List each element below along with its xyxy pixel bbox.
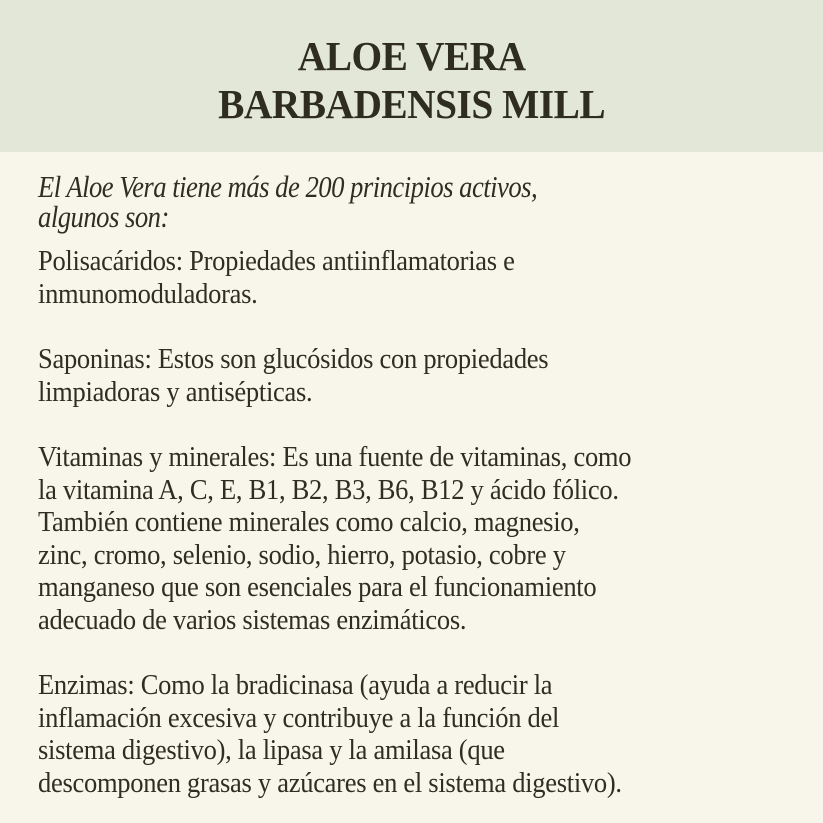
text-line: zinc, cromo, selenio, sodio, hierro, potasio, cobre y	[38, 539, 566, 571]
text-line: Saponinas: Estos son glucósidos con propiedades	[38, 344, 549, 375]
title-line-2: BARBADENSIS MILL	[217, 81, 606, 127]
text-line: inmunomoduladoras.	[38, 278, 258, 310]
intro-text	[38, 169, 807, 234]
paragraph-enzimas	[38, 670, 800, 800]
text-line: También contiene minerales como calcio, magnesio,	[38, 507, 580, 538]
paragraph-saponinas	[38, 344, 800, 409]
text-line: limpiadoras y antisépticas.	[38, 376, 313, 408]
text-line: manganeso que son esenciales para el funcionamiento	[38, 572, 597, 603]
text-line: inflamación excesiva y contribuye a la función del	[38, 702, 560, 734]
text-line: Vitaminas y minerales: Es una fuente de vitaminas, como	[38, 442, 632, 473]
intro-line-2: algunos son:	[38, 199, 169, 234]
text-line: la vitamina A, C, E, B1, B2, B3, B6, B12 y ácido fólico.	[38, 474, 619, 506]
paragraph-polisacaridos	[38, 246, 800, 311]
title-line-1: ALOE VERA	[297, 33, 526, 79]
paragraph-vitaminas	[38, 442, 800, 637]
text-line: Polisacáridos: Propiedades antiinflamatorias e	[38, 246, 515, 277]
title-banner	[0, 0, 823, 152]
text-line: adecuado de varios sistemas enzimáticos.	[38, 604, 467, 636]
text-line: sistema digestivo), la lipasa y la amilasa (que	[38, 735, 505, 766]
intro-line-1: El Aloe Vera tiene más de 200 principios activos,	[38, 169, 538, 204]
content-body	[0, 152, 823, 800]
text-line: Enzimas: Como la bradicinasa (ayuda a reducir la	[38, 670, 553, 701]
text-line: descomponen grasas y azúcares en el sistema digestivo).	[38, 767, 622, 799]
